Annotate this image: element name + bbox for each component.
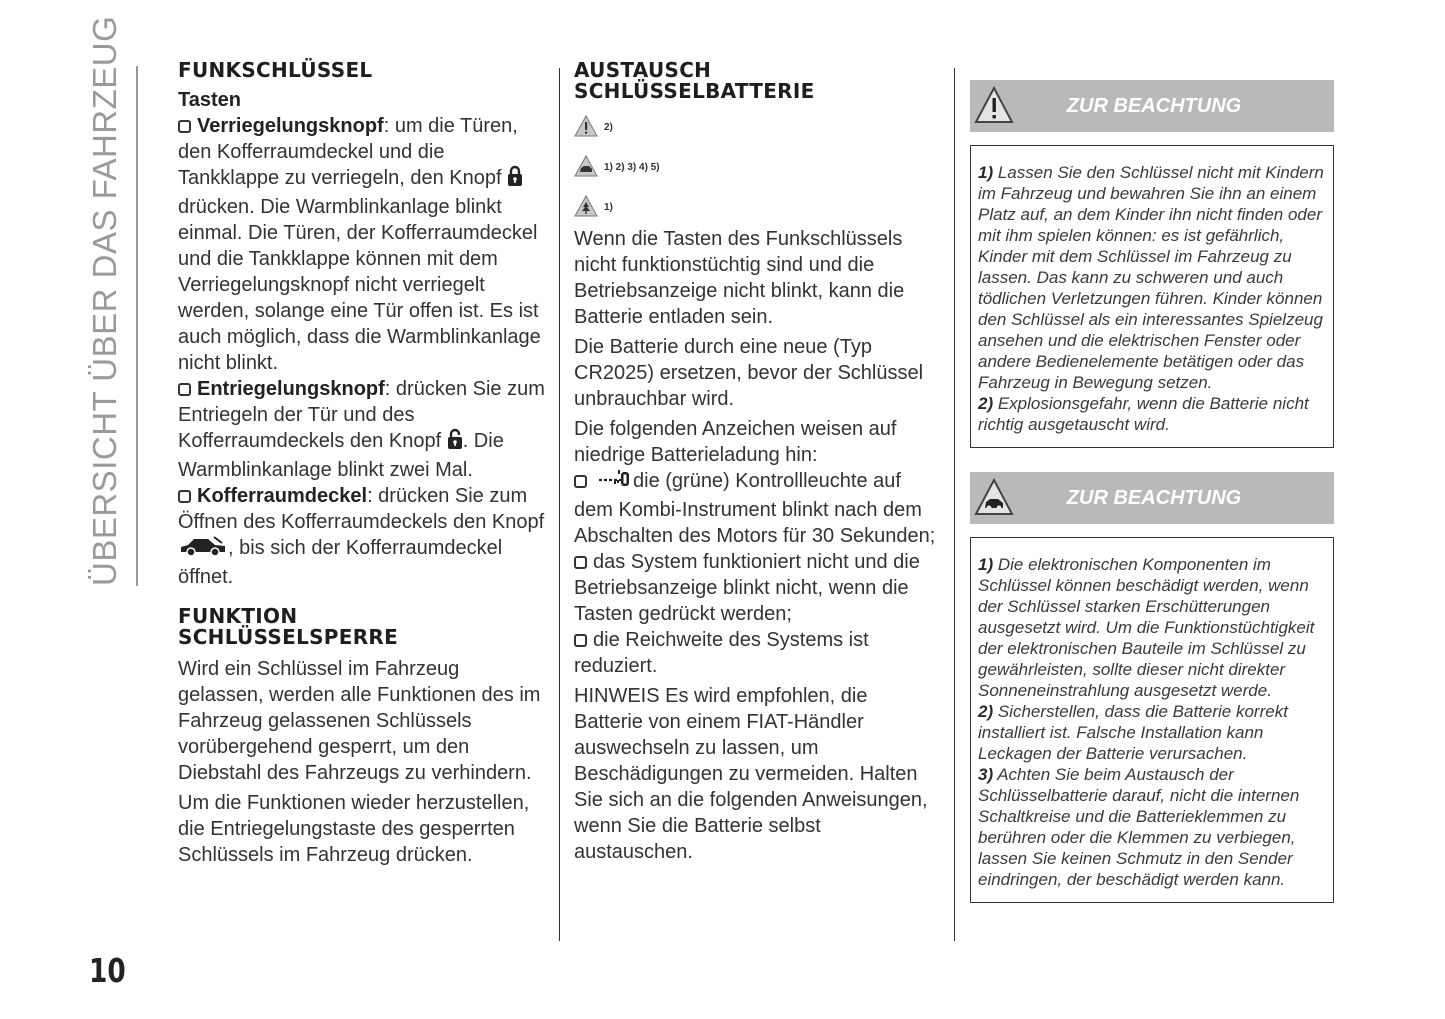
note-text: Achten Sie beim Austausch der Schlüsselbatterie darauf, nicht die internen Schaltkreise und die Batterieklemmen zu berühren oder die Klemmen zu verbiegen, lassen Sie keinen Schmutz in den Sender eindringen, der beschädigt werden kann. xyxy=(978,765,1300,889)
bullet-icon xyxy=(574,475,587,488)
battery-sign-1 xyxy=(574,468,940,549)
note-text: Sicherstellen, dass die Batterie korrekt installiert ist. Falsche Installation kann Leckagen der Batterie verursachen. xyxy=(978,702,1288,763)
battery-sign-3 xyxy=(574,627,940,679)
heading-line: AUSTAUSCH xyxy=(574,58,712,82)
battery-sign-3-text: die Reichweite des Systems ist reduziert. xyxy=(574,629,869,677)
column-divider xyxy=(954,68,955,941)
note-number: 1) xyxy=(978,555,994,574)
battery-sign-2-text: das System funktioniert nicht und die Betriebsanzeige blinkt nicht, wenn die Tasten gedrückt werden; xyxy=(574,551,920,625)
environment-triangle-icon xyxy=(574,195,598,220)
caution-ref-numbers: 1) 2) 3) 4) 5) xyxy=(604,161,660,173)
key-warning-light-icon xyxy=(593,468,633,497)
column-divider xyxy=(559,68,560,941)
bullet-icon xyxy=(178,383,191,396)
trunk-text-end: , bis sich der Kofferraumdeckel öffnet. xyxy=(178,537,503,588)
trunk-text-start: : drücken Sie zum Öffnen des Kofferraumdeckels den Knopf xyxy=(178,485,545,533)
warning-triangle-icon xyxy=(974,86,1014,129)
side-section-title: ÜBERSICHT ÜBER DAS FAHRZEUG xyxy=(80,66,138,586)
battery-para-2: Die Batterie durch eine neue (Typ CR2025) ersetzen, bevor der Schlüssel unbrauchbar wird. xyxy=(574,336,924,410)
key-lock-paragraph: Wird ein Schlüssel im Fahrzeug gelassen, werden alle Funktionen des im Fahrzeug gelassenen Schlüssels vorübergehend gesperrt, um den Diebstahl des Fahrzeugs zu verhindern. xyxy=(178,658,541,784)
note-number: 1) xyxy=(978,163,994,182)
column-remote-key xyxy=(178,60,550,868)
warning-title: ZUR BEACHTUNG xyxy=(1066,94,1242,117)
warning-header-2 xyxy=(970,472,1334,524)
trunk-button-label: Kofferraumdeckel xyxy=(197,485,368,507)
bullet-icon xyxy=(178,120,191,133)
bullet-icon xyxy=(178,490,191,503)
battery-para-3: Die folgenden Anzeichen weisen auf niedrige Batterieladung hin: xyxy=(574,418,897,466)
unlock-button-label: Entriegelungsknopf xyxy=(197,378,385,400)
heading-line: SCHLÜSSELBATTERIE xyxy=(574,79,815,103)
warning-title: ZUR BEACHTUNG xyxy=(1066,486,1242,509)
bullet-icon xyxy=(574,556,587,569)
column-warnings xyxy=(970,80,1334,903)
heading-line: SCHLÜSSELSPERRE xyxy=(178,625,399,649)
environment-ref-number: 1) xyxy=(604,201,613,213)
heading-funktion-sperre xyxy=(178,606,550,648)
lock-button-paragraph xyxy=(178,113,550,376)
note-text: Explosionsgefahr, wenn die Batterie nicht richtig ausgetauscht wird. xyxy=(978,394,1309,434)
car-trunk-icon xyxy=(178,535,228,564)
bullet-icon xyxy=(574,634,587,647)
warning-box-2 xyxy=(970,537,1334,903)
unlock-text-end: . Die Warmblinkanlage blinkt zwei Mal. xyxy=(178,430,504,481)
heading-austausch-batterie xyxy=(574,60,940,102)
car-caution-triangle-icon xyxy=(974,478,1014,521)
note-text: Lassen Sie den Schlüssel nicht mit Kindern im Fahrzeug und bewahren Sie ihn an einem Platz auf, an dem Kinder ihn nicht finden oder mit ihm spielen können: es ist gefährlich, Kinder mit dem Schlüssel im Fahrzeug zu lassen. Das kann zu schweren und auch tödlichen Verletzungen führen. Kinder können den Schlüssel als ein interessantes Spielzeug ansehen und die elektrischen Fenster oder andere Bedienelemente betätigen oder das Fahrzeug in Bewegung setzen. xyxy=(978,163,1324,392)
trunk-button-paragraph xyxy=(178,483,550,590)
car-caution-triangle-icon xyxy=(574,155,598,180)
lock-text-start: : um die Türen, den Kofferraumdeckel und die Tankklappe zu verriegeln, den Knopf xyxy=(178,115,518,189)
warning-header-1 xyxy=(970,80,1334,132)
note-number: 3) xyxy=(978,765,994,784)
unlock-button-paragraph xyxy=(178,376,550,483)
warning-triangle-icon xyxy=(574,115,598,140)
lock-button-label: Verriegelungsknopf xyxy=(197,115,384,137)
battery-note: HINWEIS Es wird empfohlen, die Batterie von einem FIAT-Händler auswechseln zu lassen, um Beschädigungen zu vermeiden. Halten Sie sich an die folgenden Anweisungen, wenn Sie die Batterie selbst austauschen. xyxy=(574,685,928,863)
note-number: 2) xyxy=(978,394,994,413)
padlock-closed-icon xyxy=(507,165,523,194)
warning-ref-number: 2) xyxy=(604,121,613,133)
warning-reference xyxy=(574,112,940,142)
key-restore-paragraph: Um die Funktionen wieder herzustellen, die Entriegelungstaste des gesperrten Schlüssels im Fahrzeug drücken. xyxy=(178,792,530,866)
battery-sign-2 xyxy=(574,549,940,627)
environment-reference xyxy=(574,192,940,222)
column-battery-replacement xyxy=(574,60,940,865)
page-number: 10 xyxy=(89,951,126,990)
caution-reference xyxy=(574,152,940,182)
heading-line: FUNKTION xyxy=(178,604,298,628)
note-text: Die elektronischen Komponenten im Schlüssel können beschädigt werden, wenn der Schlüssel starken Erschütterungen ausgesetzt wird. Um die Funktionstüchtigkeit der elektronischen Bauteile im Schlüssel zu gewährleisten, sollte dieser nicht direkter Sonneneinstrahlung ausgesetzt werde. xyxy=(978,555,1315,700)
battery-sign-1-text: die (grüne) Kontrollleuchte auf dem Kombi-Instrument blinkt nach dem Abschalten des Motors für 30 Sekunden; xyxy=(574,470,936,547)
subheading-tasten: Tasten xyxy=(178,89,241,111)
unlock-text-start: : drücken Sie zum Entriegeln der Tür und des Kofferraumdeckels den Knopf xyxy=(178,378,545,452)
padlock-open-icon xyxy=(447,428,463,457)
heading-funkschluessel: FUNKSCHLÜSSEL xyxy=(178,58,373,82)
warning-box-1 xyxy=(970,145,1334,448)
note-number: 2) xyxy=(978,702,994,721)
lock-text-end: drücken. Die Warmblinkanlage blinkt einmal. Die Türen, der Kofferraumdeckel und die Tankklappe können mit dem Verriegelungsknopf nicht verriegelt werden, solange eine Tür offen ist. Es ist auch möglich, dass die Warmblinkanlage nicht blinkt. xyxy=(178,196,541,374)
battery-para-1: Wenn die Tasten des Funkschlüssels nicht funktionstüchtig sind und die Betriebsanzeige nicht blinkt, kann die Batterie entladen sein. xyxy=(574,228,905,328)
